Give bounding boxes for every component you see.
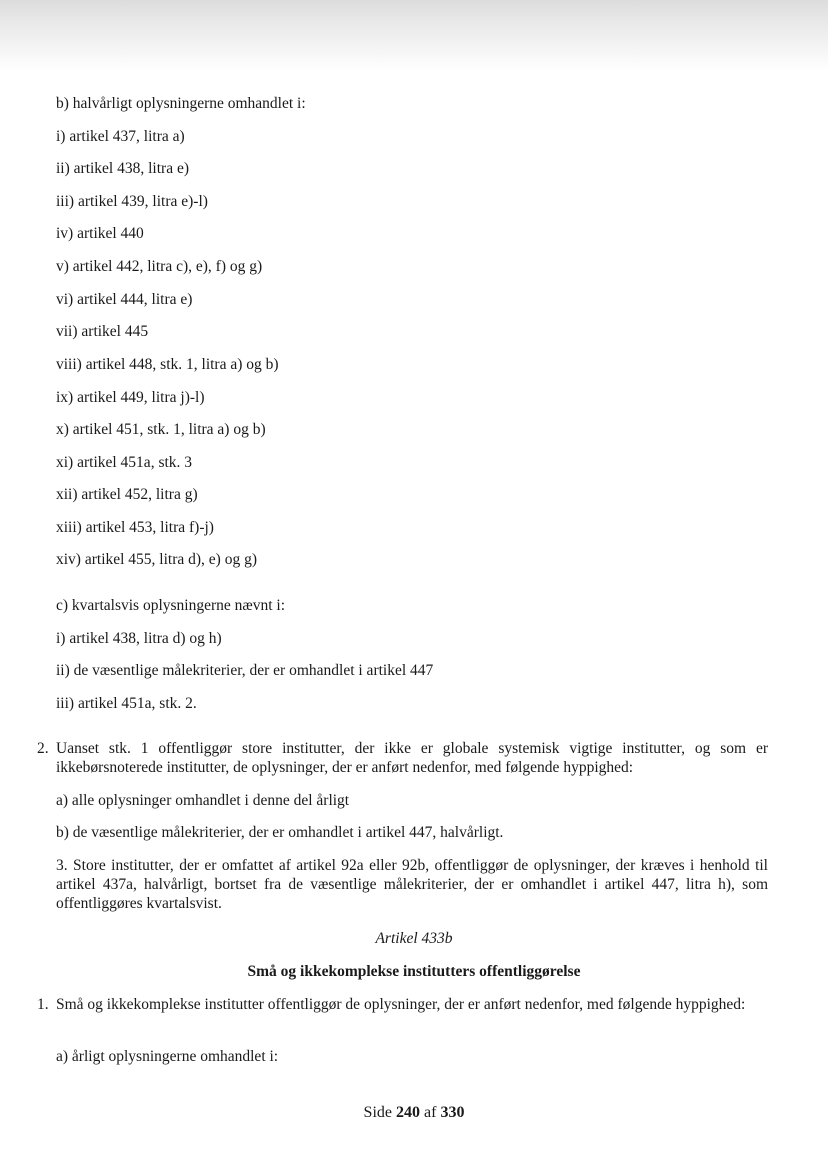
list-item: ii) artikel 438, litra e) xyxy=(56,160,189,177)
list-item: viii) artikel 448, stk. 1, litra a) og b) xyxy=(56,356,279,373)
section-c-heading: c) kvartalsvis oplysningerne nævnt i: xyxy=(56,597,286,614)
list-item: xii) artikel 452, litra g) xyxy=(56,486,198,503)
list-item: iii) artikel 439, litra e)-l) xyxy=(56,193,208,210)
paragraph-2-text: Uanset stk. 1 offentliggør store institutter, der ikke er globale systemisk vigtige institutter, og som er ikkebørsnoterede institutter, de oplysninger, der er anført nedenfor, med følgende hyppighed: xyxy=(56,740,768,776)
current-page-number: 240 xyxy=(396,1104,420,1121)
list-item: xiv) artikel 455, litra d), e) og g) xyxy=(56,551,258,568)
list-item: a) alle oplysninger omhandlet i denne del årligt xyxy=(56,792,350,809)
article-label: Artikel 433b xyxy=(375,930,453,947)
list-item: ix) artikel 449, litra j)-l) xyxy=(56,389,205,406)
list-item: iii) artikel 451a, stk. 2. xyxy=(56,695,197,712)
footer-prefix: Side xyxy=(363,1104,392,1121)
list-item: vii) artikel 445 xyxy=(56,323,149,340)
page-footer xyxy=(0,1103,828,1122)
list-item: ii) de væsentlige målekriterier, der er omhandlet i artikel 447 xyxy=(56,662,434,679)
list-item: i) artikel 438, litra d) og h) xyxy=(56,630,222,647)
total-page-number: 330 xyxy=(440,1104,465,1121)
list-item: i) artikel 437, litra a) xyxy=(56,128,185,145)
paragraph-number: 1. xyxy=(37,996,49,1013)
list-item: v) artikel 442, litra c), e), f) og g) xyxy=(56,258,263,275)
list-item: iv) artikel 440 xyxy=(56,225,144,242)
list-item: xi) artikel 451a, stk. 3 xyxy=(56,454,193,471)
list-item: b) de væsentlige målekriterier, der er omhandlet i artikel 447, halvårligt. xyxy=(56,824,504,841)
section-b-heading: b) halvårligt oplysningerne omhandlet i: xyxy=(56,95,306,112)
list-item: x) artikel 451, stk. 1, litra a) og b) xyxy=(56,421,266,438)
list-item: xiii) artikel 453, litra f)-j) xyxy=(56,519,214,536)
list-item: a) årligt oplysningerne omhandlet i: xyxy=(56,1048,279,1065)
paragraph-number: 2. xyxy=(37,740,49,757)
list-item: vi) artikel 444, litra e) xyxy=(56,291,193,308)
article-title: Små og ikkekomplekse institutters offentliggørelse xyxy=(247,963,581,980)
article-paragraph-1-text: Små og ikkekomplekse institutter offentliggør de oplysninger, der er anført nedenfor, med følgende hyppighed: xyxy=(56,996,746,1013)
footer-middle: af xyxy=(424,1104,437,1121)
paragraph-3-text: 3. Store institutter, der er omfattet af artikel 92a eller 92b, offentliggør de oplysninger, der kræves i henhold til artikel 437a, halvårligt, bortset fra de væsentlige målekriterier, der er omhandlet i artikel 447, litra h), som offentliggøres kvartalsvist. xyxy=(56,857,768,912)
